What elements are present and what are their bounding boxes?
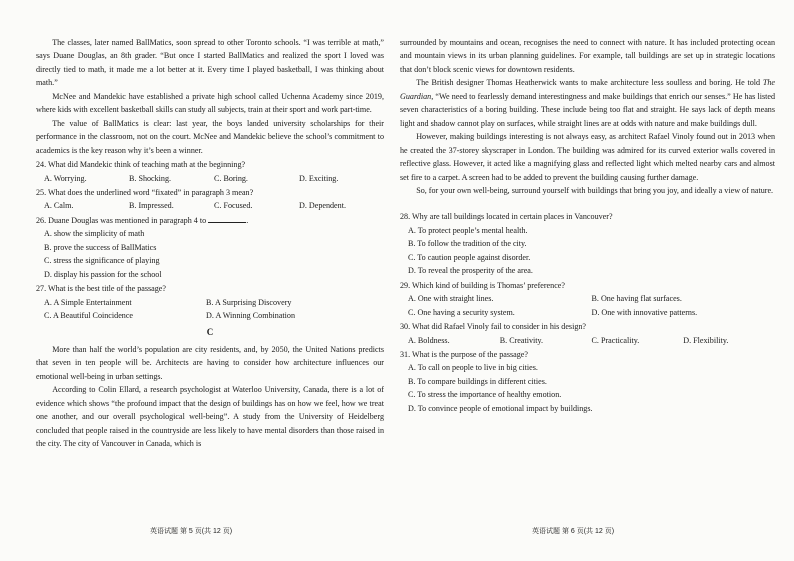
passage-b-paragraph: The value of BallMatics is clear: last year, the boys landed university scholarships for their performance in the classroom, not on the court. McNee and Mandekic believe the school’s commitment to academics is the key reason why it’s been a winner.: [36, 118, 384, 155]
option: D. Dependent.: [299, 201, 346, 211]
page-footer-right: 英语试题 第 6 页(共 12 页): [532, 528, 615, 535]
question-25-options: [36, 199, 384, 212]
question-24-options: [36, 172, 384, 185]
option: B. Creativity.: [499, 335, 544, 345]
question-25-stem: 25. What does the underlined word “fixated” in paragraph 3 mean?: [36, 187, 254, 197]
passage-b-paragraph: The classes, later named BallMatics, soon spread to other Toronto schools. “I was terrible at math,” says Duane Douglas, an 8th grader. “But once I started BallMatics and realized the sport I loved was directly tied to math, it made me a lot better at it. Every time I played basketball, I was thinking about math.”: [36, 38, 384, 88]
option: B. prove the success of BallMatics: [44, 242, 157, 252]
page-footer-left: 英语试题 第 5 页(共 12 页): [150, 528, 233, 535]
question-27-options-row-1: [36, 296, 384, 309]
question-30-stem: 30. What did Rafael Vinoly fail to consider in his design?: [400, 322, 587, 332]
question-26-options: [36, 227, 384, 281]
option: D. Flexibility.: [683, 335, 729, 345]
question-27-stem: 27. What is the best title of the passage?: [36, 284, 166, 294]
option: C. Focused.: [214, 201, 253, 211]
passage-c-paragraph: [400, 76, 775, 130]
passage-c-paragraph: According to Colin Ellard, a research psychologist at Waterloo University, Canada, there is a lot of evidence which shows “the profound impact that the design of buildings has on how we feel, how we treat one another, and our overall psychological well-being”. A study from the University of Heidelberg concluded that people raised in the countryside are less likely to have mental disorders than those raised in the city. The city of Vancouver in Canada, which is: [36, 385, 384, 449]
question-25: [36, 186, 384, 213]
question-31: [400, 348, 775, 415]
option: C. stress the significance of playing: [44, 256, 160, 266]
left-page-column: [36, 36, 384, 451]
option: D. To convince people of emotional impact by buildings.: [408, 403, 593, 413]
question-28-options: [400, 224, 775, 278]
option: A. Worrying.: [44, 173, 87, 183]
passage-c-paragraph: So, for your own well-being, surround yourself with buildings that bring you joy, and ideally a view of nature.: [416, 185, 774, 195]
question-29-options-row-2: [400, 306, 775, 319]
option: C. To stress the importance of healthy emotion.: [408, 390, 562, 400]
passage-c-paragraph: surrounded by mountains and ocean, recognises the need to connect with nature. It has included protecting ocean and mountain views in its urban planning guidelines. For example, tall buildings are set up in strategic locations that don’t block scenic views for downtown residents.: [400, 38, 775, 74]
question-29: [400, 279, 775, 319]
option: B. Shocking.: [129, 173, 172, 183]
question-26: [36, 214, 384, 281]
paragraph-text: The British designer Thomas Heatherwick wants to make architecture less soulless and boring. He told: [416, 78, 763, 88]
option: C. A Beautiful Coincidence: [44, 311, 134, 321]
option: D. A Winning Combination: [206, 311, 296, 321]
option: A. Boldness.: [408, 335, 450, 345]
question-28-stem: 28. Why are tall buildings located in certain places in Vancouver?: [400, 212, 613, 222]
option: D. To reveal the prosperity of the area.: [408, 266, 533, 276]
option: B. A Surprising Discovery: [206, 297, 292, 307]
option: B. To follow the tradition of the city.: [408, 239, 527, 249]
option: C. Boring.: [214, 173, 248, 183]
question-27-options-row-2: [36, 309, 384, 322]
section-heading-c: C: [206, 326, 214, 337]
question-24-stem: 24. What did Mandekic think of teaching math at the beginning?: [36, 160, 246, 170]
option: D. One with innovative patterns.: [591, 307, 698, 317]
question-31-stem: 31. What is the purpose of the passage?: [400, 349, 528, 359]
question-28: [400, 210, 775, 277]
question-26-text: 26. Duane Douglas was mentioned in paragraph 4 to: [36, 215, 207, 225]
passage-b-paragraph: McNee and Mandekic have established a private high school called Uchenna Academy since 2019, where kids with excellent basketball skills can study all subjects, train at their sport and work part-time.: [36, 91, 384, 115]
passage-c-paragraph: More than half the world’s population are city residents, and, by 2050, the United Nations predicts that seven in ten people will be. Architects are having to consider how architecture influences our emotional well-being in urban settings.: [36, 344, 384, 381]
option: C. To caution people against disorder.: [408, 252, 531, 262]
option: B. To compare buildings in different cities.: [408, 376, 547, 386]
option: D. Exciting.: [299, 173, 339, 183]
option: B. Impressed.: [129, 201, 174, 211]
option: D. display his passion for the school: [44, 269, 162, 279]
paragraph-text: , “We need to fearlessly demand interestingness and make buildings that enrich our senses.” He has listed seven characteristics of a boring building. These include being too flat and straight. He says lack of depth means light and shadow cannot play on surfaces, while straight lines are at odds with nature and make buildings dull.: [400, 91, 775, 128]
question-24: [36, 158, 384, 185]
option: A. Calm.: [44, 201, 74, 211]
option: C. One having a security system.: [408, 307, 515, 317]
question-26-end: .: [246, 215, 249, 225]
publication-title: The Guardian: [400, 78, 775, 101]
question-26-stem: [36, 214, 384, 227]
option: A. To protect people’s mental health.: [408, 225, 528, 235]
option: A. show the simplicity of math: [44, 229, 145, 239]
question-29-stem: 29. Which kind of building is Thomas’ preference?: [400, 280, 565, 290]
question-30: [400, 320, 775, 347]
right-page-column: [400, 36, 775, 415]
option: B. One having flat surfaces.: [591, 294, 682, 304]
option: A. To call on people to live in big cities.: [408, 363, 538, 373]
answer-blank: [208, 214, 249, 225]
question-31-options: [400, 361, 775, 415]
question-29-options-row-1: [400, 292, 775, 305]
passage-c-paragraph: However, making buildings interesting is not always easy, as architect Rafael Vinoly found out in 2013 when he created the 37-storey skyscraper in London. The building was admired for its curved exterior walls covered in reflective glass. However, it acted like a magnifying glass and reflected light which melted nearby cars and almost set fire to a carpet. A screen had to be added to prevent the building causing further damage.: [400, 132, 775, 182]
option: C. Practicality.: [591, 335, 640, 345]
option: A. One with straight lines.: [408, 294, 494, 304]
question-30-options: [400, 334, 775, 347]
question-27: [36, 282, 384, 322]
option: A. A Simple Entertainment: [44, 297, 132, 307]
